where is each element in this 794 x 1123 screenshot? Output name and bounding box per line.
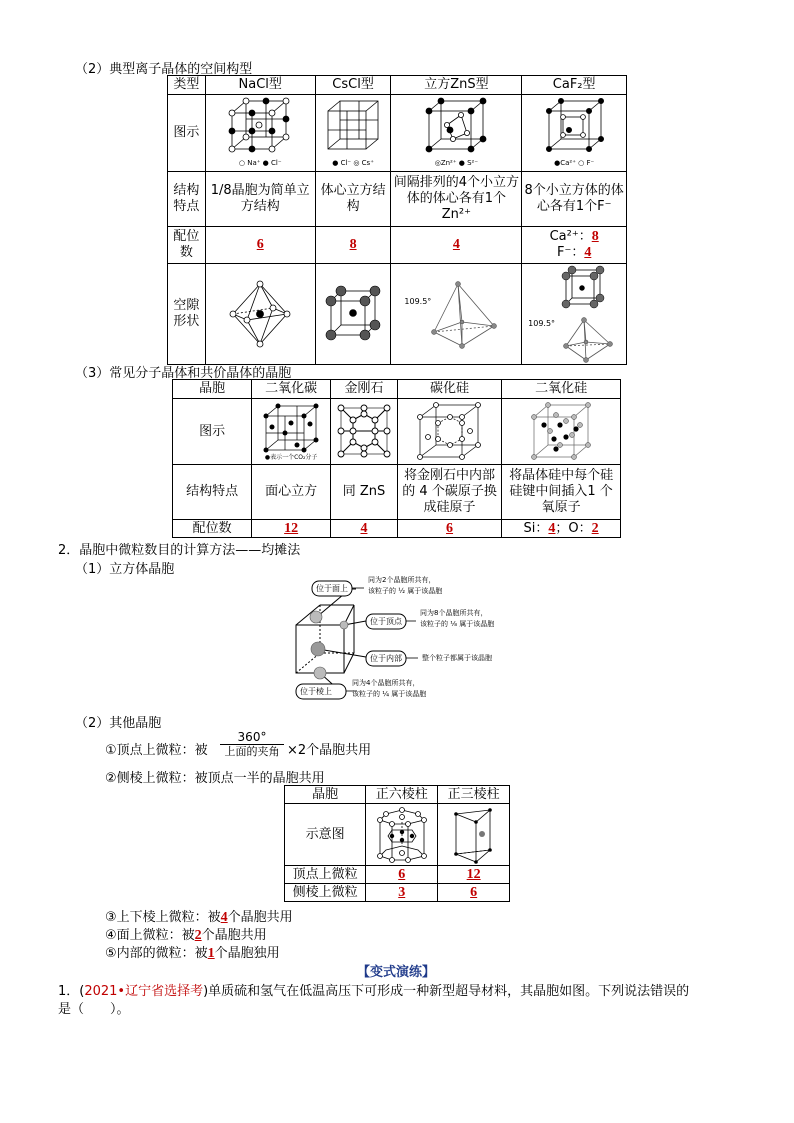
caf2-legend: ●Ca²⁺ ○ F⁻	[554, 159, 595, 167]
fraction	[220, 730, 284, 759]
header-cell: 晶胞	[173, 380, 252, 399]
caf2-ca-label: Ca²⁺：	[549, 229, 592, 244]
sic-coord: 6	[446, 520, 454, 536]
header-zns: 立方ZnS型	[391, 76, 522, 95]
cube-sharing-diagram	[290, 575, 520, 707]
nacl-coord: 6	[256, 237, 264, 252]
item2-text: ②侧棱上微粒：被顶点一半的晶胞共用	[105, 771, 325, 786]
prism-header-cell: 晶胞	[285, 786, 366, 804]
sio2-diagram	[502, 399, 621, 465]
section-heading-molecular: （3）常见分子晶体和共价晶体的晶胞	[75, 366, 292, 381]
header-cscl: CsCl型	[315, 76, 391, 95]
vertex-label: 位于顶点	[370, 617, 402, 626]
sio2-cell-image	[526, 401, 596, 463]
nacl-void	[205, 264, 315, 365]
caf2-cell-image	[541, 95, 607, 155]
exercise-title: 【变式演练】	[357, 965, 436, 980]
zns-diagram	[391, 95, 522, 172]
row-label-feature: 结构特点	[168, 172, 206, 227]
item4-line	[105, 924, 267, 944]
hex-prism-diagram	[366, 804, 438, 866]
vertex-desc-1: 同为8个晶胞所共有，	[420, 609, 488, 617]
question-source: 2021•辽宁省选择考	[84, 984, 204, 999]
row-label-diagram: 图示	[168, 95, 206, 172]
item5-post: 个晶胞独用	[214, 946, 280, 961]
tri-vertex-value: 12	[466, 866, 481, 882]
cscl-feature: 体心立方结构	[315, 172, 391, 227]
item3-line	[105, 906, 293, 926]
diamond-feature: 同 ZnS	[331, 465, 398, 520]
prism-row-vertex: 顶点上微粒	[285, 866, 366, 884]
prism-row-edge: 侧棱上微粒	[285, 884, 366, 902]
header-type: 类型	[168, 76, 206, 95]
item5-value: 1	[207, 946, 215, 961]
zns-feature: 间隔排列的4个小立方体的体心各有1个Zn²⁺	[391, 172, 522, 227]
co2-feature: 面心立方	[252, 465, 331, 520]
caf2-diagram	[522, 95, 627, 172]
cscl-coord: 8	[349, 237, 357, 252]
molecular-crystal-table	[172, 379, 621, 538]
header-sio2: 二氧化硅	[502, 380, 621, 399]
tri-prism-diagram	[438, 804, 510, 866]
cscl-void	[315, 264, 391, 365]
question-number: 1．(	[58, 984, 85, 999]
caf2-f-label: F⁻：	[556, 245, 585, 260]
prism-header-tri: 正三棱柱	[438, 786, 510, 804]
nacl-diagram	[205, 95, 315, 172]
co2-cell-image	[258, 402, 324, 454]
item1-prefix: ①顶点上微粒：被	[105, 743, 208, 758]
sio2-si-label: Si：	[523, 520, 549, 536]
header-co2: 二氧化碳	[252, 380, 331, 399]
edge-desc-2: 该粒子的 ¼ 属于该晶胞	[352, 690, 427, 698]
other-cell-subheading: （2）其他晶胞	[75, 716, 162, 731]
cubic-cell-subheading: （1）立方体晶胞	[75, 562, 175, 577]
fraction-numerator: 360°	[220, 730, 284, 745]
face-desc-1: 同为2个晶胞所共有，	[368, 576, 436, 584]
zns-legend: ◎Zn²⁺ ● S²⁻	[434, 159, 479, 167]
inside-label: 位于内部	[370, 654, 402, 663]
caf2-void	[522, 264, 627, 365]
header-caf2: CaF₂型	[522, 76, 627, 95]
sio2-o-value: 2	[591, 520, 599, 536]
sio2-feature: 将晶体硅中每个硅硅键中间插入1 个氧原子	[502, 465, 621, 520]
prism-row-diagram: 示意图	[285, 804, 366, 866]
item5-line	[105, 942, 280, 962]
co2-caption: ●表示一个CO₂分子	[264, 454, 318, 461]
caf2-feature: 8个小立方体的体心各有1个F⁻	[522, 172, 627, 227]
face-label: 位于面上	[316, 584, 348, 593]
item4-post: 个晶胞共用	[201, 928, 267, 943]
hex-edge-value: 3	[398, 884, 406, 900]
tetrahedral-void-image	[396, 274, 516, 354]
item5-pre: ⑤内部的微粒：被	[105, 946, 208, 961]
cscl-cell-image	[322, 95, 384, 155]
caf2-coord	[522, 227, 627, 264]
item3-post: 个晶胞共用	[227, 910, 293, 925]
sic-feature: 将金刚石中内部的 4 个碳原子换成硅原子	[397, 465, 501, 520]
caf2-f-value: 4	[584, 245, 592, 260]
sic-diagram	[397, 399, 501, 465]
face-desc-2: 该粒子的 ½ 属于该晶胞	[368, 587, 443, 595]
item3-pre: ③上下棱上微粒：被	[105, 910, 221, 925]
diamond-coord: 4	[360, 520, 368, 536]
zns-void	[391, 264, 522, 365]
vertex-desc-2: 该粒子的 ⅛ 属于该晶胞	[420, 620, 495, 628]
inside-desc: 整个粒子都属于该晶胞	[422, 654, 492, 662]
question-1-line-2: 是（ ）。	[58, 1002, 130, 1017]
cubic-void-image	[323, 283, 383, 345]
sio2-si-value: 4	[548, 520, 556, 536]
item1-suffix: ×2个晶胞共用	[287, 743, 372, 758]
edge-desc-1: 同为4个晶胞所共有，	[352, 679, 420, 687]
row-label-coord: 配位数	[168, 227, 206, 264]
question-text-1: )单质硫和氢气在低温高压下可形成一种新型超导材料，其晶胞如图。下列说法错误的	[203, 984, 690, 999]
nacl-feature: 1/8晶胞为简单立方结构	[205, 172, 315, 227]
cscl-legend: ● Cl⁻ ◎ Cs⁺	[332, 159, 374, 167]
co2-diagram	[252, 399, 331, 465]
diamond-cell-image	[335, 402, 393, 462]
zns-cell-image	[421, 95, 491, 155]
question-1-line-1	[58, 980, 689, 999]
sio2-coord	[502, 520, 621, 538]
hex-prism-image	[372, 806, 432, 864]
item4-value: 2	[194, 928, 202, 943]
sic-cell-image	[412, 401, 488, 463]
sio2-o-label: ；O：	[555, 520, 592, 536]
nacl-cell-image	[224, 95, 296, 155]
caf2-ca-value: 8	[591, 229, 599, 244]
tri-edge-value: 6	[470, 884, 478, 900]
header-sic: 碳化硅	[397, 380, 501, 399]
part2-heading: 2．晶胞中微粒数目的计算方法——均摊法	[58, 543, 301, 558]
edge-label: 位于棱上	[300, 687, 332, 696]
row-label-diagram-3: 图示	[173, 399, 252, 465]
item4-pre: ④面上微粒：被	[105, 928, 195, 943]
diamond-diagram	[331, 399, 398, 465]
item3-value: 4	[220, 910, 228, 925]
row-label-coord-3: 配位数	[173, 520, 252, 538]
octahedral-void-image	[225, 278, 295, 350]
zns-angle-label: 109.5°	[404, 297, 432, 306]
prism-table	[284, 785, 510, 902]
row-label-void: 空隙形状	[168, 264, 206, 365]
fraction-denominator: 上面的夹角	[224, 745, 280, 758]
co2-coord: 12	[284, 520, 299, 536]
ionic-crystal-table	[167, 75, 627, 365]
prism-header-hex: 正六棱柱	[366, 786, 438, 804]
nacl-legend: ○ Na⁺ ● Cl⁻	[238, 159, 282, 167]
hex-vertex-value: 6	[398, 866, 406, 882]
section-heading-ionic: （2）典型离子晶体的空间构型	[75, 62, 253, 77]
tri-prism-image	[446, 806, 502, 864]
row-label-feature-3: 结构特点	[173, 465, 252, 520]
header-diamond: 金刚石	[331, 380, 398, 399]
cscl-diagram	[315, 95, 391, 172]
zns-coord: 4	[452, 237, 460, 252]
caf2-angle-label: 109.5°	[528, 319, 556, 328]
header-nacl: NaCl型	[205, 76, 315, 95]
caf2-void-image	[526, 264, 622, 364]
